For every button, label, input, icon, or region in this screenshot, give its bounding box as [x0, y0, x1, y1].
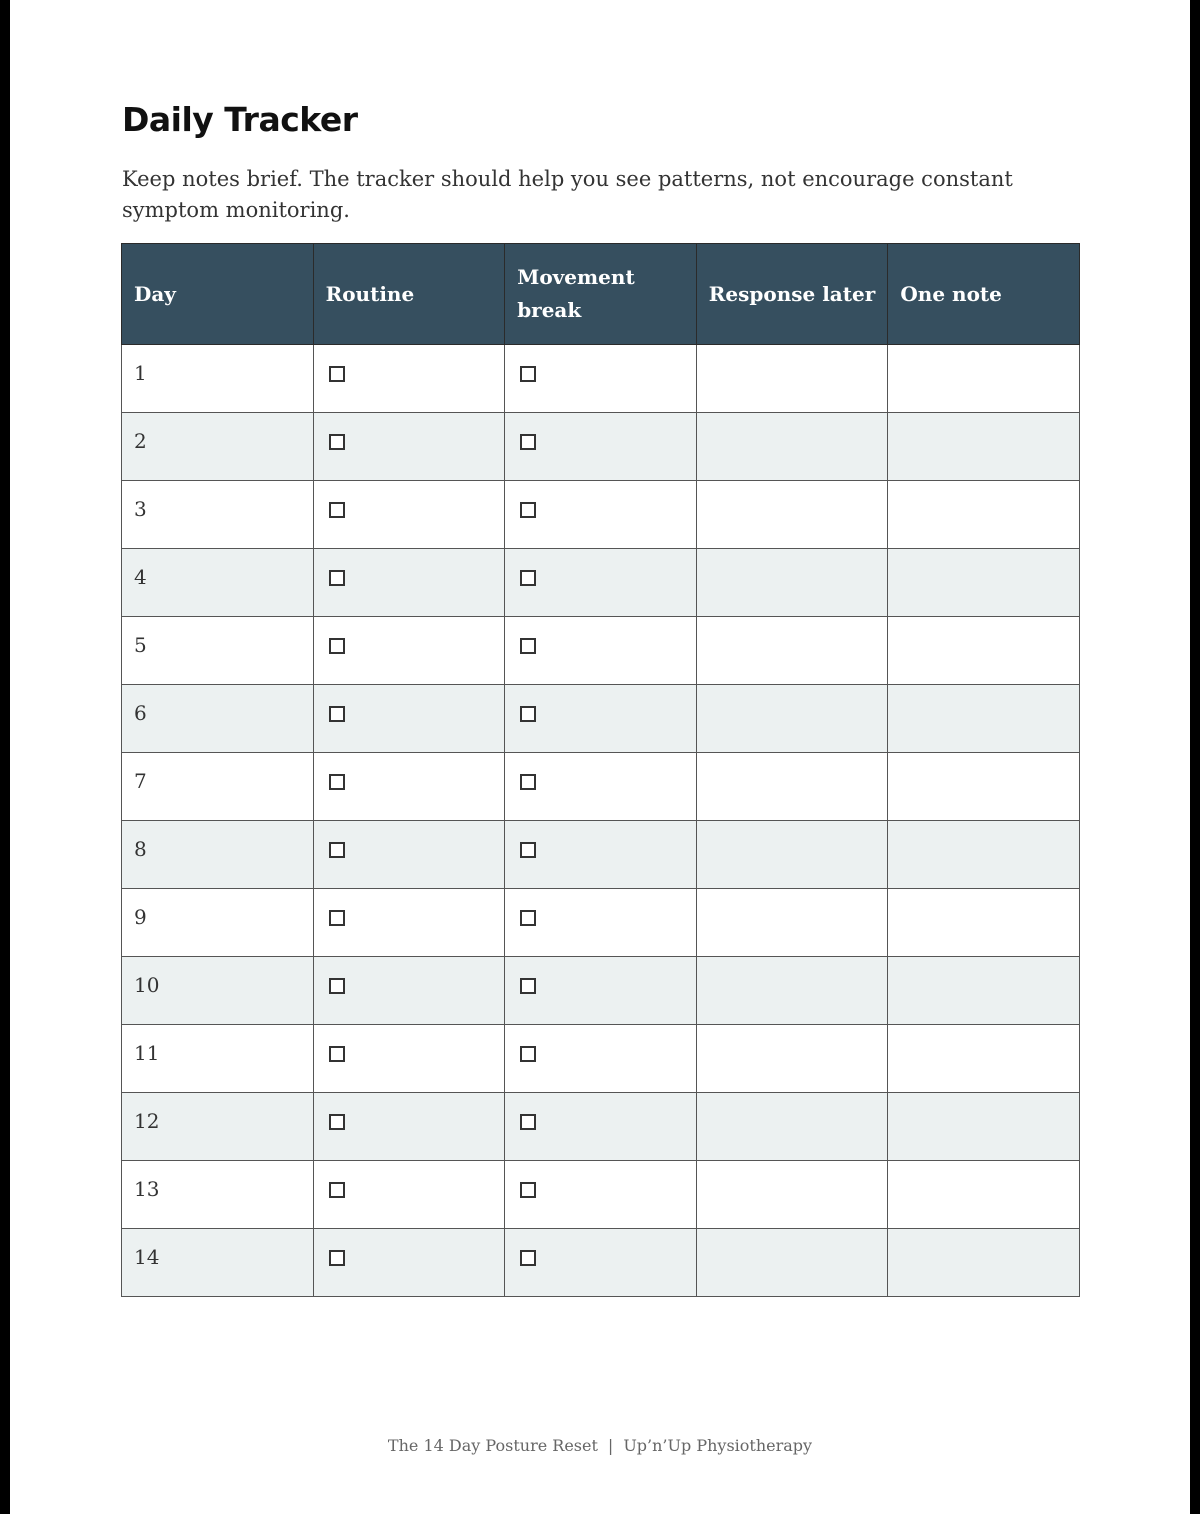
day-cell [122, 1229, 314, 1297]
day-number: 14 [134, 1245, 160, 1269]
day-cell [122, 549, 314, 617]
day-number: 5 [134, 633, 147, 657]
routine-cell [313, 753, 505, 821]
movement-break-cell [505, 345, 697, 413]
day-number: 8 [134, 837, 147, 861]
day-cell [122, 821, 314, 889]
routine-checkbox[interactable] [329, 774, 345, 790]
one-note-cell[interactable] [888, 481, 1080, 549]
table-row [122, 753, 1080, 821]
day-number: 3 [134, 497, 147, 521]
day-number: 10 [134, 973, 160, 997]
response-later-cell[interactable] [696, 1025, 888, 1093]
one-note-cell[interactable] [888, 1229, 1080, 1297]
day-cell [122, 345, 314, 413]
movement-break-cell [505, 549, 697, 617]
one-note-cell[interactable] [888, 889, 1080, 957]
movement-break-cell [505, 821, 697, 889]
response-later-cell[interactable] [696, 889, 888, 957]
routine-checkbox[interactable] [329, 706, 345, 722]
one-note-cell[interactable] [888, 1093, 1080, 1161]
table-row [122, 1025, 1080, 1093]
day-cell [122, 889, 314, 957]
routine-checkbox[interactable] [329, 1250, 345, 1266]
routine-cell [313, 685, 505, 753]
movement-break-cell [505, 889, 697, 957]
document-page [10, 0, 1190, 1514]
routine-cell [313, 345, 505, 413]
movement-break-cell [505, 957, 697, 1025]
response-later-cell[interactable] [696, 685, 888, 753]
header-routine: Routine [313, 244, 505, 345]
one-note-cell[interactable] [888, 549, 1080, 617]
table-header-row [122, 244, 1080, 345]
movement-break-checkbox[interactable] [520, 842, 536, 858]
movement-break-checkbox[interactable] [520, 774, 536, 790]
movement-break-cell [505, 1025, 697, 1093]
day-cell [122, 617, 314, 685]
routine-cell [313, 1093, 505, 1161]
one-note-cell[interactable] [888, 753, 1080, 821]
one-note-cell[interactable] [888, 1025, 1080, 1093]
routine-cell [313, 481, 505, 549]
routine-checkbox[interactable] [329, 434, 345, 450]
day-number: 6 [134, 701, 147, 725]
response-later-cell[interactable] [696, 957, 888, 1025]
movement-break-checkbox[interactable] [520, 638, 536, 654]
response-later-cell[interactable] [696, 481, 888, 549]
table-row [122, 889, 1080, 957]
routine-checkbox[interactable] [329, 366, 345, 382]
movement-break-cell [505, 753, 697, 821]
routine-checkbox[interactable] [329, 1046, 345, 1062]
movement-break-checkbox[interactable] [520, 910, 536, 926]
response-later-cell[interactable] [696, 1093, 888, 1161]
day-cell [122, 413, 314, 481]
movement-break-checkbox[interactable] [520, 502, 536, 518]
routine-checkbox[interactable] [329, 502, 345, 518]
table-row [122, 617, 1080, 685]
one-note-cell[interactable] [888, 617, 1080, 685]
routine-cell [313, 1161, 505, 1229]
movement-break-cell [505, 1093, 697, 1161]
movement-break-checkbox[interactable] [520, 706, 536, 722]
table-row [122, 345, 1080, 413]
header-day: Day [122, 244, 314, 345]
movement-break-checkbox[interactable] [520, 1046, 536, 1062]
table-row [122, 821, 1080, 889]
response-later-cell[interactable] [696, 821, 888, 889]
footer-clinic-name: Up’n’Up Physiotherapy [623, 1436, 813, 1455]
routine-cell [313, 821, 505, 889]
response-later-cell[interactable] [696, 549, 888, 617]
movement-break-cell [505, 1161, 697, 1229]
one-note-cell[interactable] [888, 957, 1080, 1025]
day-number: 2 [134, 429, 147, 453]
page-footer [10, 1436, 1190, 1455]
footer-doc-title: The 14 Day Posture Reset [387, 1436, 598, 1455]
movement-break-checkbox[interactable] [520, 570, 536, 586]
table-row [122, 549, 1080, 617]
header-response-later: Response later [696, 244, 888, 345]
day-cell [122, 957, 314, 1025]
routine-checkbox[interactable] [329, 978, 345, 994]
one-note-cell[interactable] [888, 345, 1080, 413]
routine-checkbox[interactable] [329, 638, 345, 654]
day-cell [122, 753, 314, 821]
table-row [122, 685, 1080, 753]
routine-cell [313, 1025, 505, 1093]
response-later-cell[interactable] [696, 1161, 888, 1229]
table-row [122, 1229, 1080, 1297]
response-later-cell[interactable] [696, 1229, 888, 1297]
movement-break-checkbox[interactable] [520, 434, 536, 450]
movement-break-checkbox[interactable] [520, 1250, 536, 1266]
page-title: Daily Tracker [122, 100, 358, 139]
one-note-cell[interactable] [888, 413, 1080, 481]
intro-text: Keep notes brief. The tracker should help you see patterns, not encourage constant symptom monitoring. [122, 167, 1013, 222]
movement-break-cell [505, 481, 697, 549]
one-note-cell[interactable] [888, 1161, 1080, 1229]
header-movement-break: Movement break [505, 244, 697, 345]
routine-cell [313, 957, 505, 1025]
routine-cell [313, 1229, 505, 1297]
day-number: 7 [134, 769, 147, 793]
movement-break-cell [505, 617, 697, 685]
day-cell [122, 481, 314, 549]
movement-break-cell [505, 413, 697, 481]
day-number: 13 [134, 1177, 160, 1201]
day-cell [122, 1093, 314, 1161]
day-cell [122, 1161, 314, 1229]
movement-break-checkbox[interactable] [520, 366, 536, 382]
movement-break-checkbox[interactable] [520, 978, 536, 994]
routine-cell [313, 413, 505, 481]
day-cell [122, 1025, 314, 1093]
daily-tracker-table [121, 243, 1080, 1297]
footer-separator: | [607, 1436, 614, 1455]
day-number: 9 [134, 905, 147, 929]
day-cell [122, 685, 314, 753]
response-later-cell[interactable] [696, 413, 888, 481]
response-later-cell[interactable] [696, 617, 888, 685]
routine-checkbox[interactable] [329, 570, 345, 586]
header-one-note: One note [888, 244, 1080, 345]
one-note-cell[interactable] [888, 821, 1080, 889]
day-number: 12 [134, 1109, 160, 1133]
one-note-cell[interactable] [888, 685, 1080, 753]
table-body [122, 345, 1080, 1297]
table-row [122, 957, 1080, 1025]
movement-break-cell [505, 1229, 697, 1297]
movement-break-cell [505, 685, 697, 753]
routine-cell [313, 617, 505, 685]
routine-checkbox[interactable] [329, 1182, 345, 1198]
routine-checkbox[interactable] [329, 910, 345, 926]
table-row [122, 481, 1080, 549]
day-number: 1 [134, 361, 147, 385]
routine-cell [313, 889, 505, 957]
routine-checkbox[interactable] [329, 1114, 345, 1130]
response-later-cell[interactable] [696, 753, 888, 821]
response-later-cell[interactable] [696, 345, 888, 413]
routine-checkbox[interactable] [329, 842, 345, 858]
table-row [122, 1161, 1080, 1229]
movement-break-checkbox[interactable] [520, 1182, 536, 1198]
routine-cell [313, 549, 505, 617]
table-row [122, 1093, 1080, 1161]
movement-break-checkbox[interactable] [520, 1114, 536, 1130]
day-number: 4 [134, 565, 147, 589]
table-row [122, 413, 1080, 481]
day-number: 11 [134, 1041, 160, 1065]
